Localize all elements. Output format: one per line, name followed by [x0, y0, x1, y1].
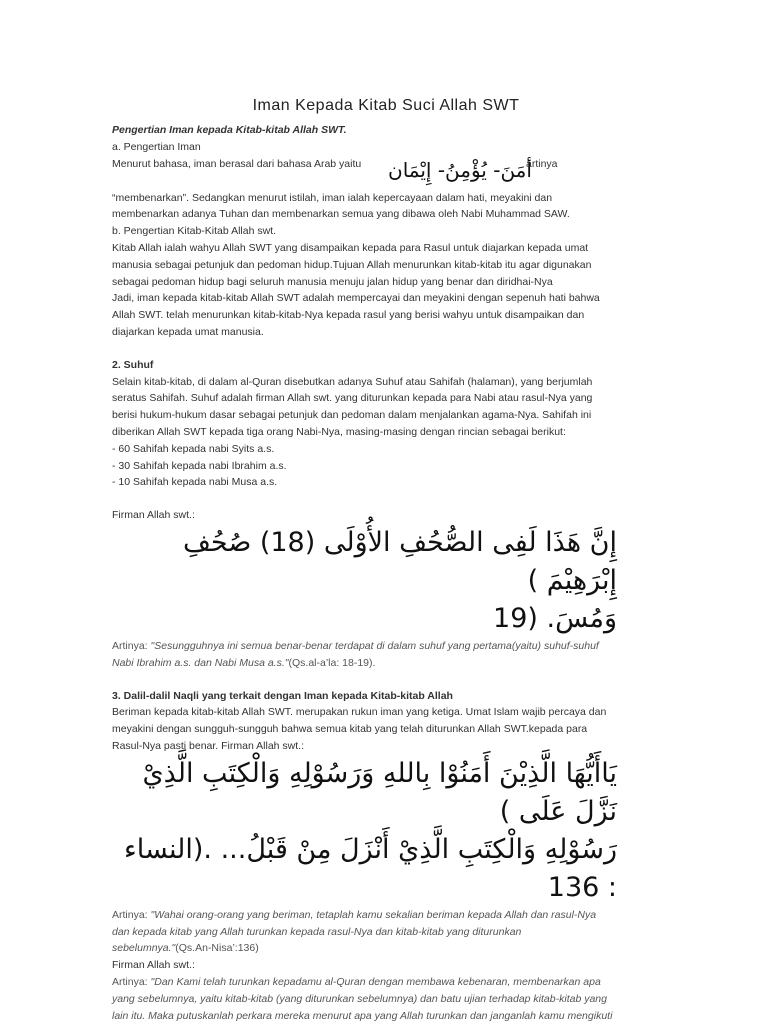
- translation-nisa: [112, 907, 660, 957]
- subheading-pengertian-iman: a. Pengertian Iman: [112, 140, 201, 153]
- text-line: berisi hukum-hukum dasar sebagai petunjuk dan pedoman dalam menjalankan agama-Nya. Sahifah ini: [112, 409, 592, 422]
- verse-reference: (Qs.al-a’la: 18-19).: [288, 656, 376, 669]
- text-line: sebagai pedoman hidup bagi seluruh manusia menuju jalan hidup yang benar dan diridhai-Nya: [112, 275, 553, 288]
- translation-suhuf: [112, 638, 660, 672]
- document-content: [112, 96, 660, 1024]
- arabic-verse-line: يَاأَيُّهَا الَّذِيْنَ أَمَنُوْا بِاللهِ وَرَسُوْلِهِ وَالْكِتَبِ الَّذِيْ نَزَّلَ عَلَى ): [142, 757, 617, 827]
- arabic-verse-line: إِنَّ هَذَا لَفِى الصُّحُفِ الأُوْلَى (18) صُحُفِ إِبْرَهِيْمَ ): [182, 526, 617, 596]
- bahasa-text: Menurut bahasa, iman berasal dari bahasa Arab yaitu: [112, 157, 362, 170]
- text-line: manusia sebagai petunjuk dan pedoman hidup.Tujuan Allah menurunkan kitab-kitab itu agar digunakan: [112, 258, 592, 271]
- translation-second: [112, 974, 660, 1024]
- pengertian-paragraph: [112, 190, 660, 341]
- list-item: - 10 Sahifah kepada nabi Musa a.s.: [112, 476, 278, 489]
- text-line: Rasul-Nya pasti benar. Firman Allah swt.:: [112, 739, 304, 752]
- translation-line: dan kepada kitab yang Allah turunkan kepada rasul-Nya dan kitab-kitab yang diturunkan: [112, 925, 522, 938]
- artinya-label: Artinya:: [112, 975, 148, 988]
- firman-label: Firman Allah swt.:: [112, 509, 195, 522]
- text-line: “membenarkan”. Sedangkan menurut istilah, iman ialah kepercayaan dalam hati, meyakini dan: [112, 191, 553, 204]
- artinya-label: Artinya:: [112, 639, 148, 652]
- text-line: Selain kitab-kitab, di dalam al-Quran disebutkan adanya Suhuf atau Sahifah (halaman), yang berjumlah: [112, 375, 593, 388]
- section-heading-pengertian: Pengertian Iman kepada Kitab-kitab Allah SWT.: [112, 124, 347, 136]
- text-line: b. Pengertian Kitab-Kitab Allah swt.: [112, 225, 277, 238]
- section-heading-dalil: 3. Dalil-dalil Naqli yang terkait dengan Iman kepada Kitab-kitab Allah: [112, 689, 453, 702]
- translation-line: yang sebelumnya, yaitu kitab-kitab (yang diturunkan sebelumnya) dan batu ujian terhadap kitab-kitab yang: [112, 992, 607, 1005]
- arabic-word: أمَنَ- يُؤْمِنُ- إِيْمَان: [388, 157, 532, 182]
- translation-line: "Wahai orang-orang yang beriman, tetaplah kamu sekalian beriman kepada Allah dan rasul-Nya: [150, 908, 597, 921]
- dalil-paragraph: [112, 704, 660, 754]
- list-item: - 30 Sahifah kepada nabi Ibrahim a.s.: [112, 459, 287, 472]
- text-line: meyakini dengan sungguh-sungguh bahwa semua kitab yang telah diturunkan Allah SWT.kepada para: [112, 723, 588, 736]
- text-line: membenarkan adanya Tuhan dan membenarkan semua yang dibawa oleh Nabi Muhammad SAW.: [112, 208, 570, 221]
- text-line: Kitab Allah ialah wahyu Allah SWT yang disampaikan kepada para Rasul untuk diajarkan kepada umat: [112, 241, 589, 254]
- list-item: - 60 Sahifah kepada nabi Syits a.s.: [112, 442, 275, 455]
- translation-line: lain itu. Maka putuskanlah perkara mereka menurut apa yang Allah turunkan dan janganlah kamu mengikuti: [112, 1009, 613, 1022]
- arabic-definition-row: [112, 156, 660, 188]
- artinya-word: artinya: [526, 157, 558, 170]
- text-line: Jadi, iman kepada kitab-kitab Allah SWT adalah mempercayai dan meyakini dengan sepenuh hati bahwa: [112, 292, 600, 305]
- text-line: seratus Sahifah. Suhuf adalah firman Allah swt. yang diturunkan kepada para Nabi atau rasul-Nya yang: [112, 392, 593, 405]
- page-title: Iman Kepada Kitab Suci Allah SWT: [252, 97, 520, 114]
- translation-line: "Sesungguhnya ini semua benar-benar terdapat di dalam suhuf yang pertama(yaitu) suhuf-suhuf: [150, 639, 599, 652]
- verse-reference: (Qs.An-Nisa’:136): [175, 942, 259, 955]
- translation-line: "Dan Kami telah turunkan kepadamu al-Quran dengan membawa kebenaran, membenarkan apa: [150, 975, 601, 988]
- text-line: Allah SWT. telah menurunkan kitab-kitab-Nya kepada rasul yang berisi wahyu untuk disampaikan dan: [112, 309, 585, 322]
- text-line: Beriman kepada kitab-kitab Allah SWT. merupakan rukun iman yang ketiga. Umat Islam wajib percaya dan: [112, 706, 607, 719]
- suhuf-paragraph: [112, 374, 660, 492]
- text-line: diberikan Allah SWT kepada tiga orang Nabi-Nya, masing-masing dengan rincian sebagai berikut:: [112, 425, 566, 438]
- arabic-verse-line: وَمُسَ. (19: [493, 602, 617, 634]
- translation-line: sebelumnya.": [112, 942, 176, 955]
- section-heading-suhuf: 2. Suhuf: [112, 358, 154, 371]
- arabic-verse-line: رَسُوْلِهِ وَالْكِتَبِ الَّذِيْ أَنْزَلَ مِنْ قَبْلُ... .(النساء : 136: [124, 833, 617, 903]
- firman-label: Firman Allah swt.:: [112, 959, 195, 972]
- translation-line: Nabi Ibrahim a.s. dan Nabi Musa a.s.": [112, 656, 289, 669]
- artinya-label: Artinya:: [112, 908, 148, 921]
- text-line: diajarkan kepada umat manusia.: [112, 325, 264, 338]
